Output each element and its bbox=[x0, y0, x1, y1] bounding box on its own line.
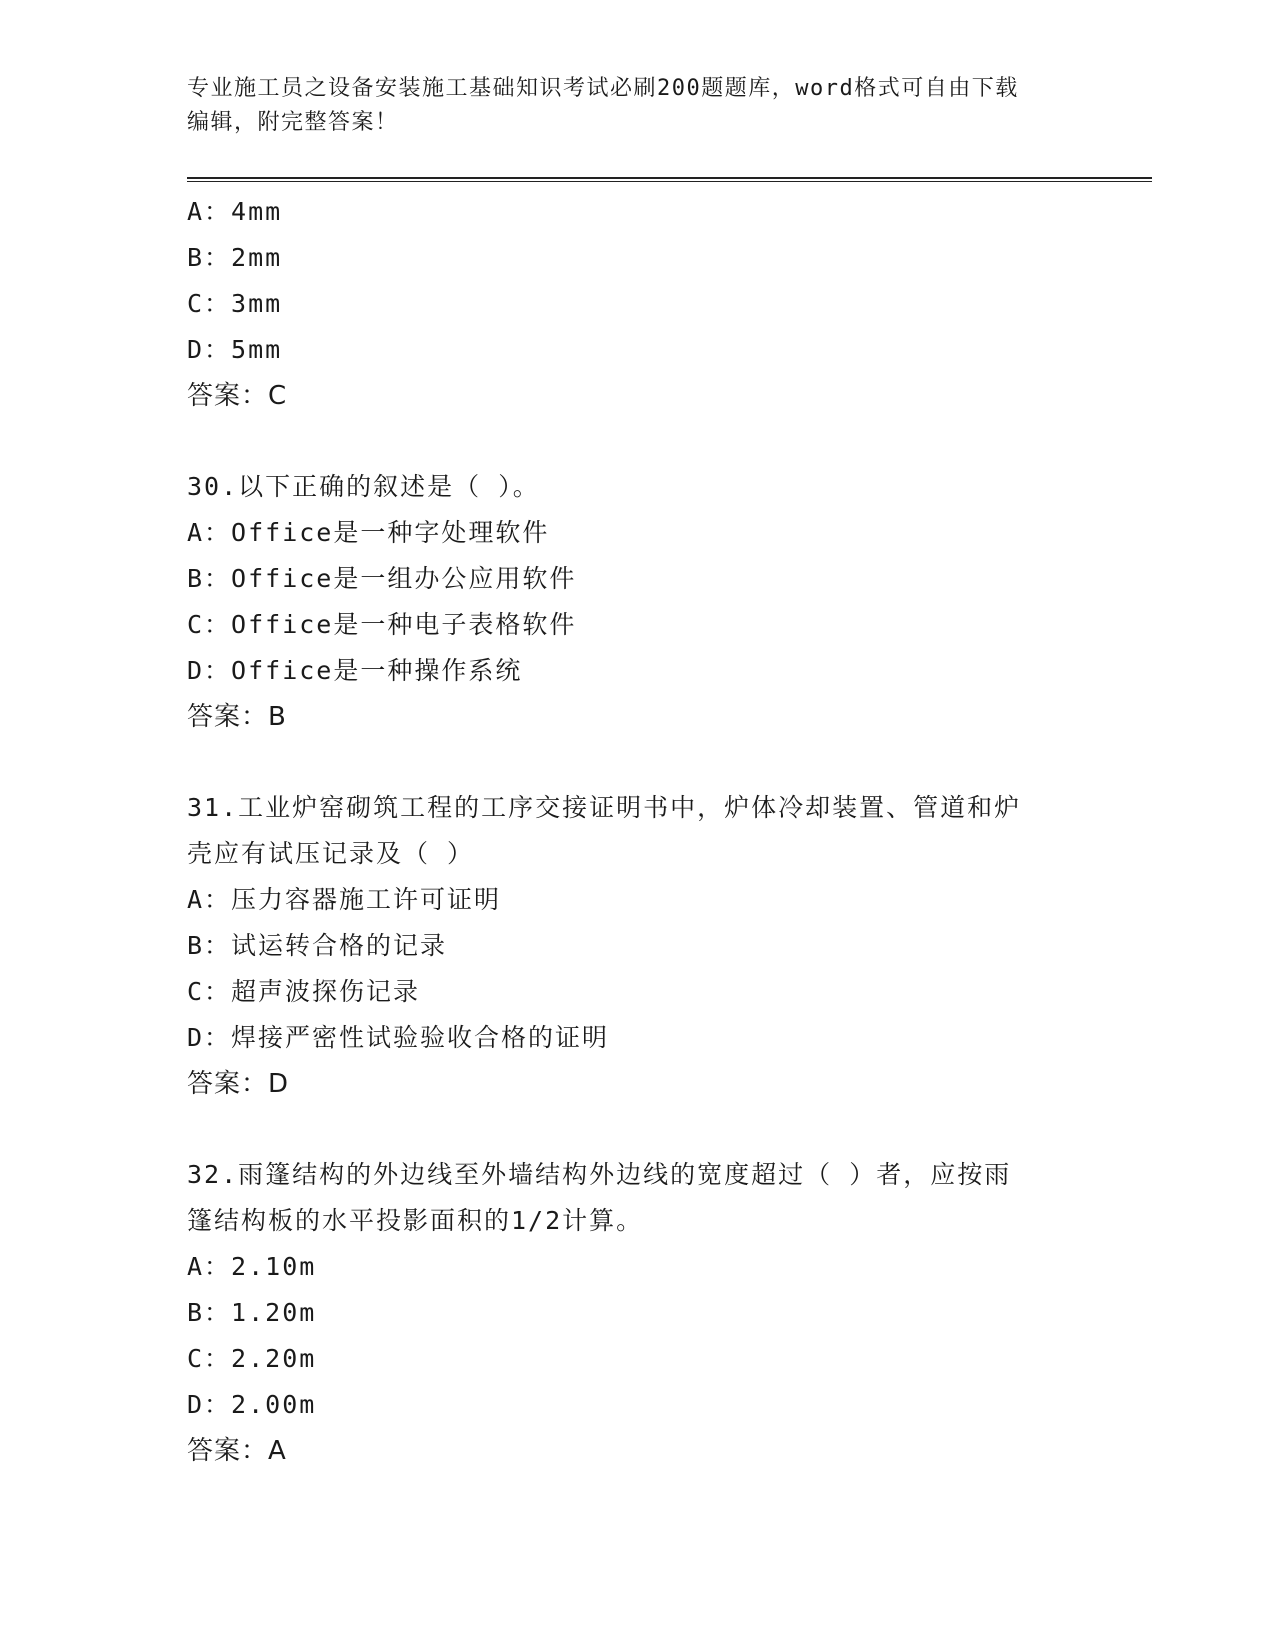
question-stem-line-2: 篷结构板的水平投影面积的1/2计算。 bbox=[187, 1206, 644, 1235]
answer-line: 答案：D bbox=[187, 1069, 290, 1099]
option-d: D：5mm bbox=[187, 335, 283, 364]
header-line-1: 专业施工员之设备安装施工基础知识考试必刷200题题库，word格式可自由下载 bbox=[187, 76, 1019, 101]
header-divider-thick bbox=[187, 177, 1152, 179]
option-b: B：1.20m bbox=[187, 1298, 317, 1327]
question-stem-line-1: 32.雨篷结构的外边线至外墙结构外边线的宽度超过（ ）者，应按雨 bbox=[187, 1160, 1012, 1189]
option-a: A：2.10m bbox=[187, 1252, 317, 1281]
option-d: D：Office是一种操作系统 bbox=[187, 656, 523, 685]
question-31 bbox=[187, 785, 1087, 1107]
answer-line: 答案：C bbox=[187, 381, 288, 411]
answer-line: 答案：A bbox=[187, 1436, 287, 1466]
question-32 bbox=[187, 1152, 1087, 1474]
header-line-2: 编辑，附完整答案！ bbox=[187, 110, 399, 135]
question-stem-line-2: 壳应有试压记录及（ ） bbox=[187, 839, 475, 868]
question-spacer bbox=[187, 419, 1087, 464]
document-header bbox=[187, 72, 1087, 140]
question-list bbox=[187, 189, 1087, 1474]
option-b: B：试运转合格的记录 bbox=[187, 931, 448, 960]
question-stem-line-1: 31.工业炉窑砌筑工程的工序交接证明书中，炉体冷却装置、管道和炉 bbox=[187, 793, 1022, 822]
question-29 bbox=[187, 189, 1087, 419]
header-divider-thin bbox=[187, 181, 1152, 182]
option-c: C：3mm bbox=[187, 289, 283, 318]
option-a: A：4mm bbox=[187, 197, 283, 226]
option-c: C：Office是一种电子表格软件 bbox=[187, 610, 577, 639]
option-d: D：2.00m bbox=[187, 1390, 317, 1419]
option-d: D：焊接严密性试验验收合格的证明 bbox=[187, 1023, 610, 1052]
option-b: B：Office是一组办公应用软件 bbox=[187, 564, 577, 593]
question-spacer bbox=[187, 740, 1087, 785]
option-c: C：2.20m bbox=[187, 1344, 317, 1373]
option-c: C：超声波探伤记录 bbox=[187, 977, 421, 1006]
question-spacer bbox=[187, 1107, 1087, 1152]
option-b: B：2mm bbox=[187, 243, 283, 272]
option-a: A：Office是一种字处理软件 bbox=[187, 518, 550, 547]
question-stem: 30.以下正确的叙述是（ ）。 bbox=[187, 472, 540, 501]
answer-line: 答案：B bbox=[187, 702, 287, 732]
option-a: A：压力容器施工许可证明 bbox=[187, 885, 502, 914]
question-30 bbox=[187, 464, 1087, 740]
